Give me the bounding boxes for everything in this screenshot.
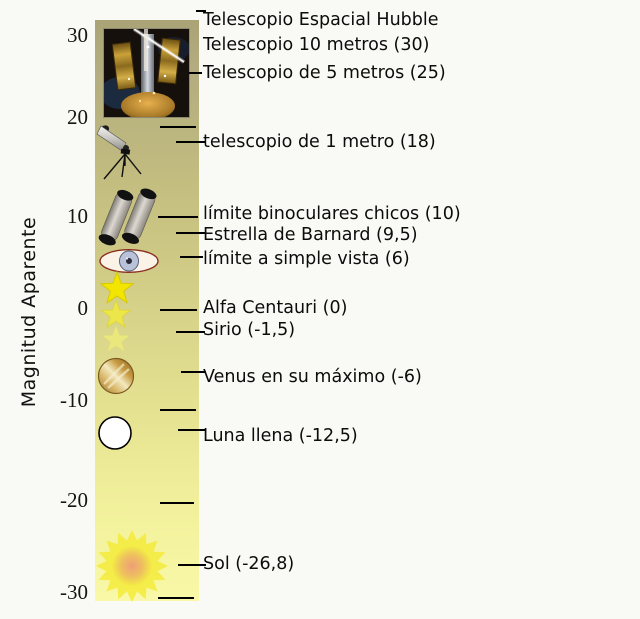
tick-0-alfa-centauri	[160, 309, 197, 311]
venus-icon	[96, 356, 136, 396]
annotation-telescopio-1m: telescopio de 1 metro (18)	[203, 132, 436, 152]
annotation-hubble: Telescopio Espacial Hubble	[203, 10, 439, 30]
tick-barnard	[176, 232, 206, 234]
axis-tick-label-neg20: -20	[60, 488, 88, 512]
y-axis-title: Magnitud Aparente	[18, 216, 40, 408]
tick-luna	[178, 429, 206, 431]
tick-simple-vista	[180, 256, 203, 258]
axis-tick-label-30: 30	[67, 23, 88, 47]
axis-tick-label-neg30: -30	[60, 580, 88, 604]
annotation-barnard: Estrella de Barnard (9,5)	[203, 225, 418, 245]
annotation-alfa-centauri: Alfa Centauri (0)	[203, 298, 348, 318]
stars-group	[96, 270, 140, 360]
star-faint-icon	[102, 325, 131, 352]
annotation-sol: Sol (-26,8)	[203, 554, 295, 574]
axis-tick-label-20: 20	[67, 105, 88, 129]
tick-10-binoculares	[158, 216, 198, 218]
tick-20	[160, 126, 196, 128]
axis-tick-label-0: 0	[77, 296, 88, 320]
axis-tick-label-neg10: -10	[60, 388, 88, 412]
sun-icon	[94, 528, 170, 604]
annotation-telescopio-10m: Telescopio 10 metros (30)	[203, 35, 430, 55]
tick-neg10	[160, 409, 196, 411]
tick-sol	[178, 564, 206, 566]
star-bright-icon	[101, 272, 133, 303]
telescope-icon	[95, 120, 147, 182]
binoculars-icon	[97, 183, 165, 251]
hubble-photo	[103, 28, 190, 118]
annotation-binoculares: límite binoculares chicos (10)	[203, 204, 461, 224]
tick-25	[189, 72, 202, 74]
star-medium-icon	[102, 300, 131, 327]
tick-neg20	[160, 502, 194, 504]
annotation-simple-vista: límite a simple vista (6)	[203, 249, 410, 269]
annotation-sirio: Sirio (-1,5)	[203, 320, 296, 340]
annotation-luna: Luna llena (-12,5)	[203, 426, 358, 446]
tick-neg30	[158, 597, 194, 599]
tick-sirio	[176, 331, 205, 333]
tick-telescopio-1m	[176, 141, 206, 143]
annotation-telescopio-5m: Telescopio de 5 metros (25)	[203, 63, 446, 83]
annotation-venus: Venus en su máximo (-6)	[203, 367, 422, 387]
axis-tick-label-10: 10	[67, 204, 88, 228]
moon-icon	[97, 415, 133, 451]
